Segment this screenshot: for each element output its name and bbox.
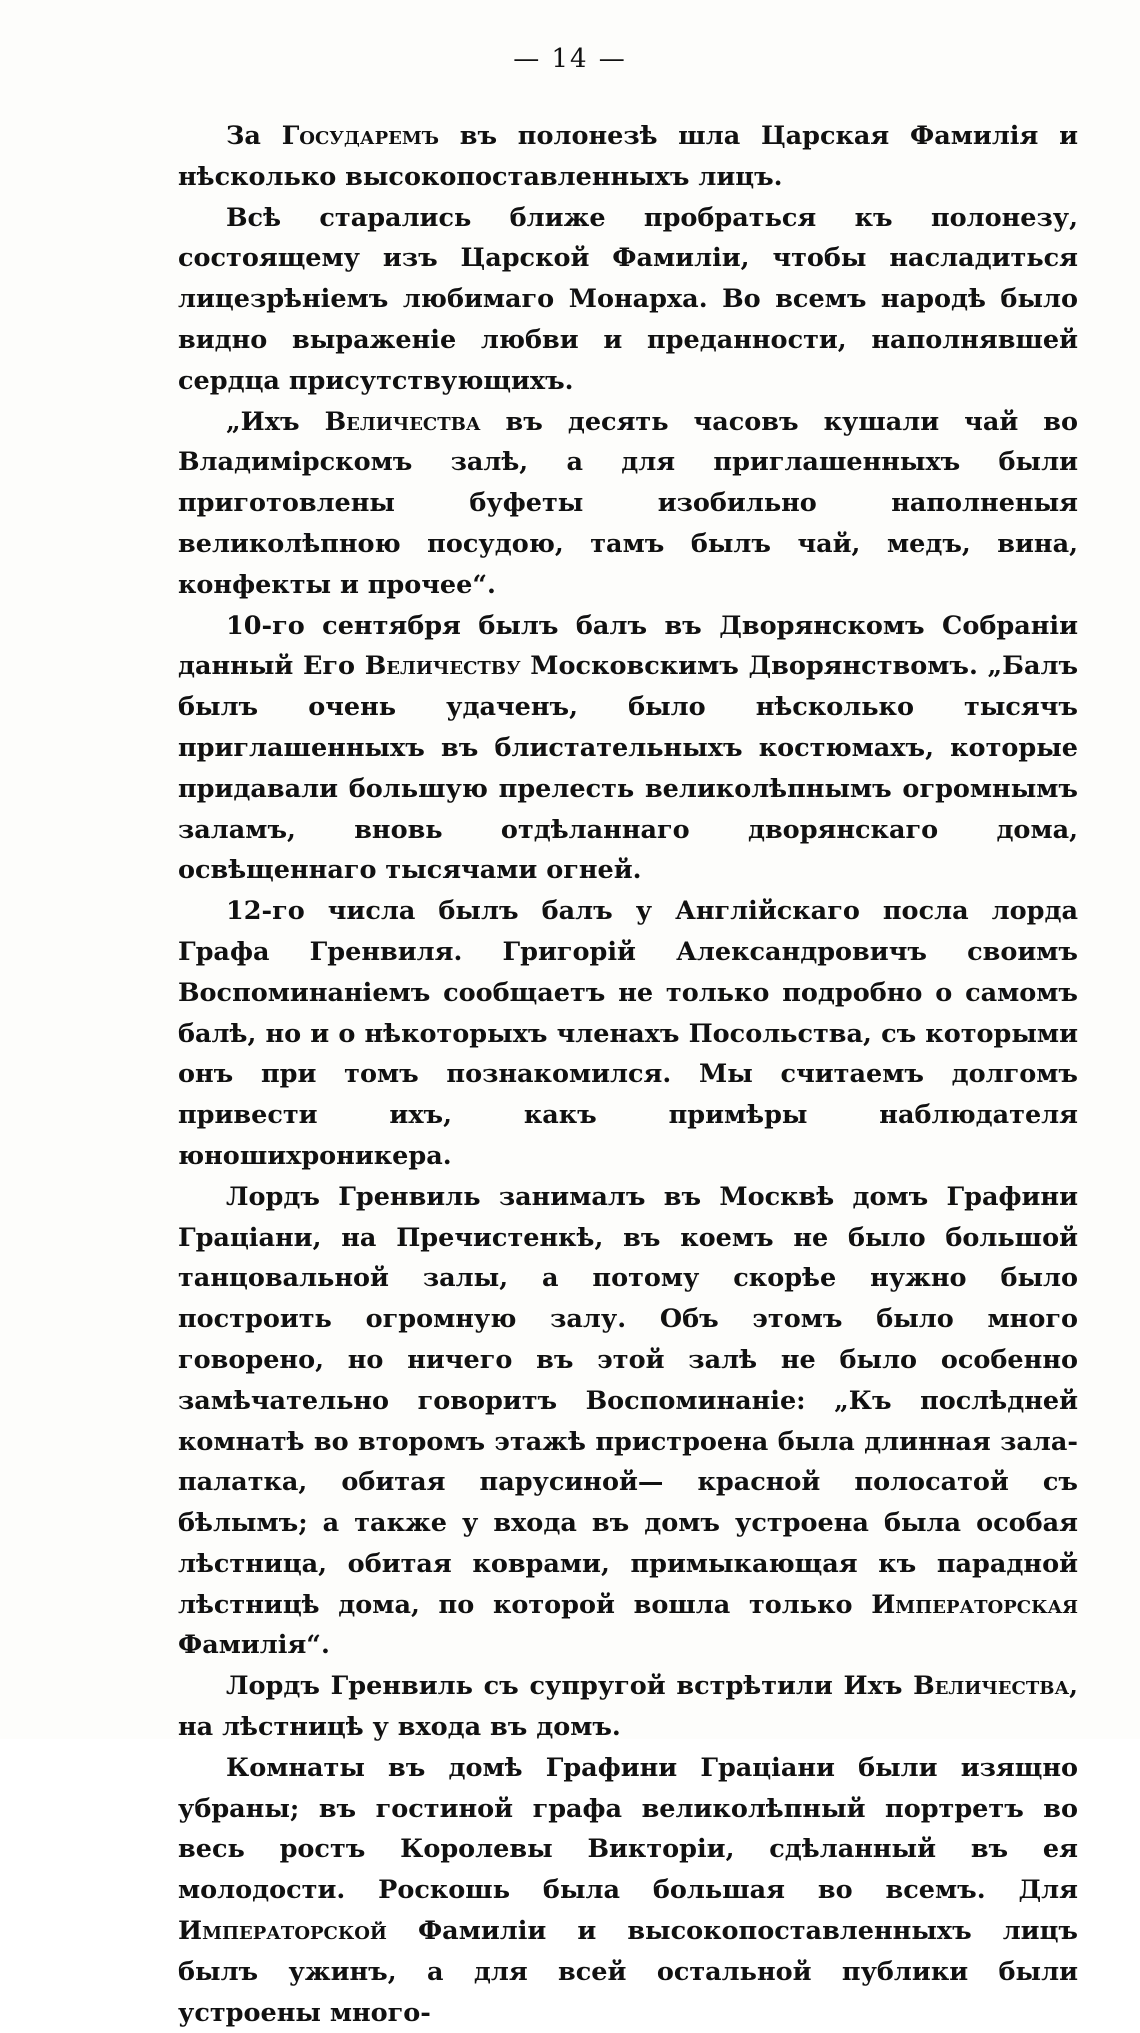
text-run: За	[226, 121, 282, 151]
text-run-smallcaps: Величества	[913, 1671, 1070, 1702]
text-run: Московскимъ Дворянствомъ. „Балъ былъ очень удаченъ, было нѣсколько тысячъ приглашенныхъ въ блистательныхъ костюмахъ, которые придавали большую прелесть великолѣпнымъ огромнымъ заламъ, вновь отдѣланнаго дворянскаго дома, освѣщеннаго тысячами огней.	[178, 651, 1079, 886]
paragraph-7	[178, 1666, 1078, 1748]
text-run: Фамиліи и высокопоставленныхъ лицъ былъ ужинъ, а для всей остальной публики были устроены много-	[178, 1916, 1078, 2028]
paragraph-6	[178, 1177, 1078, 1667]
paragraph-1	[178, 116, 1078, 198]
paragraph-8	[178, 1748, 1078, 2033]
body-text	[178, 116, 1078, 2033]
page-number: — 14 —	[513, 44, 627, 74]
text-run-smallcaps: Государемъ	[281, 121, 439, 151]
paragraph-5	[178, 891, 1078, 1177]
paragraph-2	[178, 198, 1078, 402]
text-run-smallcaps: Императорская	[871, 1589, 1078, 1620]
text-run-smallcaps: Величеству	[364, 651, 521, 682]
paragraph-3	[178, 402, 1078, 606]
text-run: Фамилія“.	[178, 1630, 330, 1661]
text-run-smallcaps: Императорской	[178, 1916, 387, 1947]
text-run-smallcaps: Величества	[324, 406, 481, 437]
text-run: , на лѣстницѣ у входа въ домъ.	[178, 1671, 1078, 1743]
text-run: Лордъ Гренвиль занималъ въ Москвѣ домъ Графини Граціани, на Пречистенкѣ, въ коемъ не было большой танцовальной залы, а потому скорѣе нужно было построить огромную залу. Объ этомъ было много говорено, но ничего въ этой залѣ не было особенно замѣчательно говоритъ Воспоминаніе: „Къ послѣдней комнатѣ во второмъ этажѣ пристроена была длинная зала-палатка, обитая парусиной— красной полосатой съ бѣлымъ; а также у входа въ домъ устроена была особая лѣстница, обитая коврами, примыкающая къ парадной лѣстницѣ дома, по которой вошла только	[178, 1181, 1078, 1620]
text-run: Лордъ Гренвиль съ супругой встрѣтили Ихъ	[226, 1671, 914, 1702]
text-run: „Ихъ	[226, 406, 325, 437]
text-run: 12-го числа былъ балъ у Англійскаго посла лорда Графа Гренвиля. Григорій Александровичъ своимъ Воспоминаніемъ сообщаетъ не только подробно о самомъ балѣ, но и о нѣкоторыхъ членахъ Посольства, съ которыми онъ при томъ познакомился. Мы считаемъ долгомъ привести ихъ, какъ примѣры наблюдателя юношихроникера.	[178, 896, 1078, 1171]
paragraph-4	[178, 606, 1078, 892]
text-run: Всѣ старались ближе пробраться къ полонезу, состоящему изъ Царской Фамиліи, чтобы насладиться лицезрѣніемъ любимаго Монарха. Во всемъ народѣ было видно выраженіе любви и преданности, наполнявшей сердца присутствующихъ.	[178, 202, 1078, 396]
text-run: въ полонезѣ шла Царская Фамилія и нѣсколько высокопоставленныхъ лицъ.	[178, 121, 1079, 192]
text-run: Комнаты въ домѣ Графини Граціани были изящно убраны; въ гостиной графа великолѣпный портретъ во весь ростъ Королевы Викторіи, сдѣланный въ ея молодости. Роскошь была большая во всемъ. Для	[178, 1752, 1078, 1906]
text-run: въ десять часовъ кушали чай во Владимірскомъ залѣ, а для приглашенныхъ были приготовлены буфеты изобильно наполненыя великолѣпною посудою, тамъ былъ чай, медъ, вина, конфекты и прочее“.	[178, 406, 1079, 600]
text-run: 10-го сентября былъ балъ въ Дворянскомъ Собраніи данный Его	[178, 610, 1078, 682]
